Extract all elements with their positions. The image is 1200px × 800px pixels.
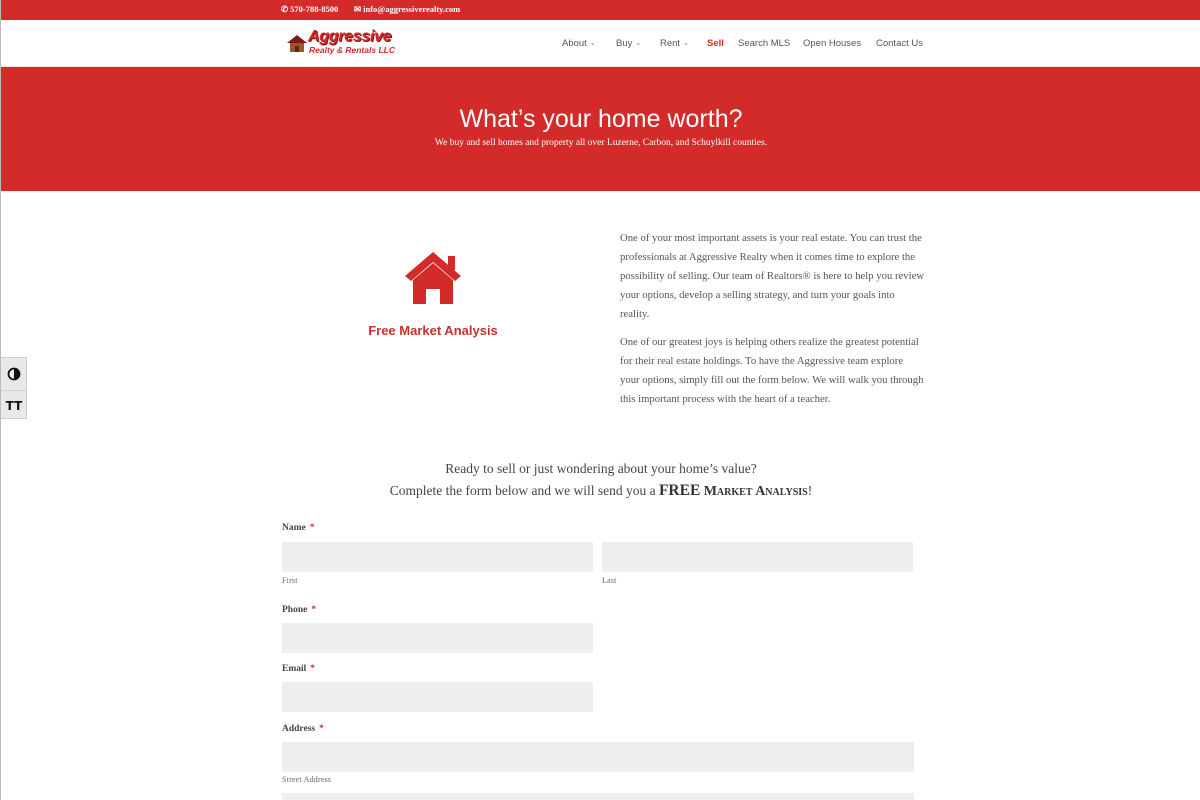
email-text: info@aggressiverealty.com [363, 4, 461, 14]
address-line-2-input[interactable] [282, 793, 914, 800]
phone-input[interactable] [282, 623, 593, 653]
phone-icon: ✆ [281, 4, 289, 14]
envelope-icon: ✉ [354, 4, 362, 14]
form-intro-line-1: Ready to sell or just wondering about your home’s value? [445, 461, 757, 476]
required-mark: * [309, 523, 315, 533]
about-paragraph-1: One of your most important assets is your real estate. You can trust the professionals at Aggressive Realty when it comes time to explore the possibility of selling. Our team of Realtors® is here to help you review your options, develop a selling strategy, and turn your goals into reality. [620, 232, 925, 320]
logo-house-icon [285, 33, 309, 53]
street-address-sublabel: Street Address [282, 775, 332, 784]
font-size-button[interactable] [1, 390, 27, 420]
email-label [282, 664, 315, 674]
first-sublabel: First [282, 576, 298, 585]
email-link[interactable] [354, 4, 460, 15]
last-name-input[interactable] [602, 542, 913, 572]
nav-buy[interactable] [616, 38, 641, 49]
hero-subtitle: We buy and sell homes and property all over Luzerne, Carbon, and Schuylkill counties. [434, 138, 768, 148]
required-mark: * [310, 664, 316, 674]
chevron-down-icon: ⌄ [635, 40, 642, 47]
phone-label-text: Phone [282, 605, 308, 615]
chevron-down-icon: ⌄ [683, 40, 689, 47]
phone-label [282, 605, 316, 615]
address-label [282, 724, 324, 734]
feature-title: Free Market Analysis [368, 323, 498, 338]
nav-sell[interactable]: Sell [707, 38, 724, 49]
email-input[interactable] [282, 682, 593, 712]
site-logo[interactable] [285, 28, 395, 60]
chevron-down-icon: ⌄ [589, 40, 596, 47]
form-intro-line-2 [1, 482, 1200, 500]
required-mark: * [311, 605, 317, 615]
name-label-text: Name [282, 523, 306, 533]
nav-about-label: About [562, 38, 587, 49]
hero-banner [1, 67, 1200, 191]
nav-contact[interactable]: Contact Us [876, 38, 923, 49]
accessibility-toolbar [1, 357, 27, 419]
font-size-icon: TT [5, 398, 23, 413]
nav-open-houses[interactable]: Open Houses [803, 38, 862, 49]
email-label-text: Email [282, 664, 307, 674]
address-label-text: Address [282, 724, 316, 734]
street-address-input[interactable] [282, 742, 914, 772]
intro-prefix: Complete the form below and we will send you a [389, 483, 656, 498]
nav-rent[interactable] [660, 38, 689, 49]
about-paragraph-2: One of our greatest joys is helping others realize the greatest potential for their real estate holdings. To have the Aggressive team explore your options, simply fill out the form below. We will walk you through this important process with the heart of a teacher. [620, 336, 924, 405]
site-header [1, 20, 1200, 67]
logo-line-2: Realty & Rentals LLC [309, 45, 395, 55]
nav-search-mls[interactable]: Search MLS [738, 38, 791, 49]
nav-about[interactable] [562, 38, 596, 49]
hero-title: What’s your home worth? [459, 105, 743, 133]
phone-link[interactable] [281, 4, 338, 15]
phone-text: 570-788-8500 [290, 4, 339, 14]
about-text [620, 229, 925, 418]
required-mark: * [319, 724, 324, 734]
house-icon [403, 250, 463, 306]
contrast-toggle-icon [7, 367, 21, 381]
first-name-input[interactable] [282, 542, 593, 572]
intro-free: FREE [658, 482, 701, 499]
top-bar [1, 0, 1200, 20]
nav-buy-label: Buy [616, 38, 633, 49]
contrast-toggle-button[interactable] [1, 359, 27, 389]
intro-suffix: ! [807, 483, 813, 498]
last-sublabel: Last [602, 576, 617, 585]
nav-rent-label: Rent [660, 38, 681, 49]
name-label [282, 523, 315, 533]
intro-market-analysis: Market Analysis [703, 484, 808, 499]
logo-line-1: Aggressive [308, 28, 392, 45]
